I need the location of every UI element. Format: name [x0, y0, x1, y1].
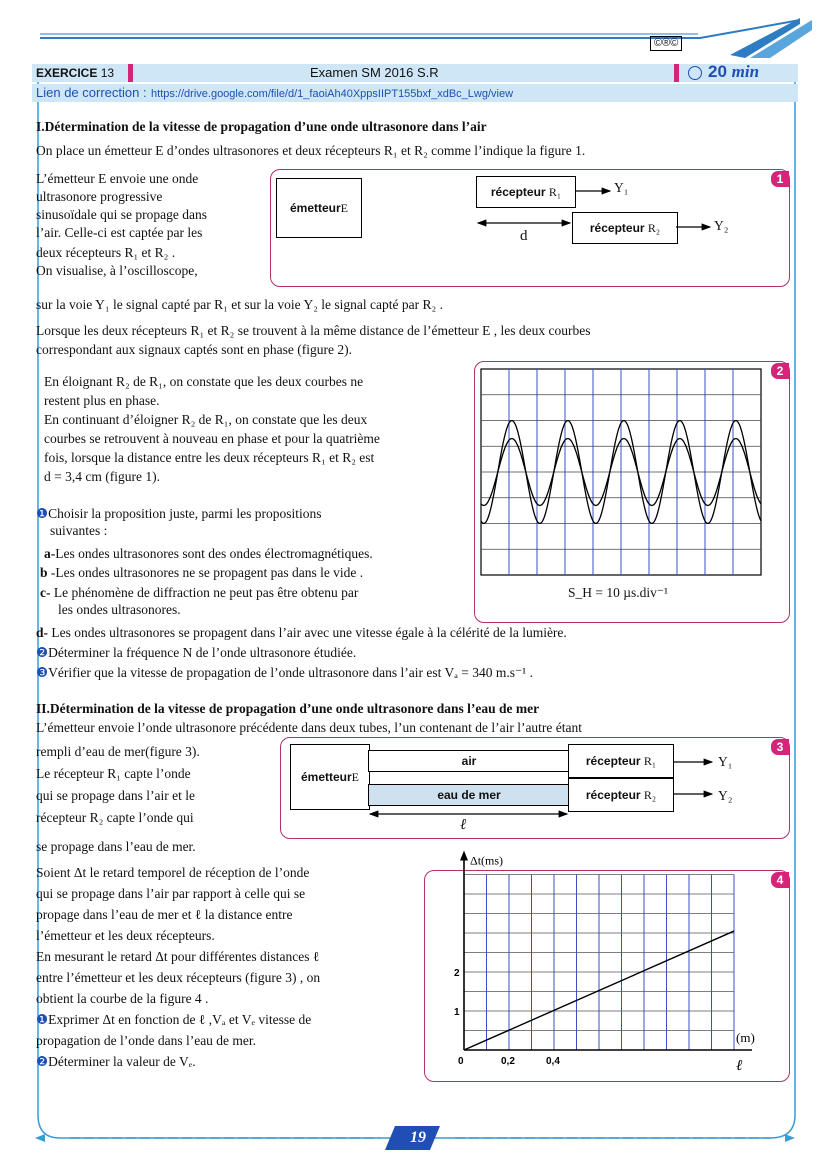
- emitter-box-fig3: émetteurE: [290, 744, 370, 810]
- option-a: a-Les ondes ultrasonores sont des ondes électromagnétiques.: [44, 546, 373, 561]
- part1-left-text: L’émetteur E envoie une onde ultrasonore progressive sinusoïdale qui se propage dans l’air. Celle-ci est captée par les deux récepteurs R₁ et R₂ . On visualise, à l’oscilloscope,: [36, 171, 207, 278]
- x-tick-label: 0,2: [501, 1056, 515, 1067]
- part1-mid-text: En éloignant R₂ de R₁, on constate que les deux courbes ne restent plus en phase. En continuant d’éloigner R₂ de R₁, on constate que les deux courbes se retrouvent à nouveau en phase et pour la quatrième fois, lorsque la distance entre les deux récepteurs R₁ et R₂ est d = 3,4 cm (figure 1).: [44, 374, 380, 484]
- sea-water-tube: eau de mer: [368, 784, 570, 806]
- header-accent-right: [674, 64, 679, 82]
- exercise-title: EXERCICE 13: [36, 66, 115, 80]
- header-accent-left: [128, 64, 133, 82]
- part1-q1: ❶Choisir la proposition juste, parmi les propositions suivantes :: [36, 506, 322, 538]
- part1-title: I.Détermination de la vitesse de propagation d’une onde ultrasonore dans l’air: [36, 119, 487, 134]
- line-sea: se propage dans l’eau de mer.: [36, 839, 196, 854]
- part2-body: Soient Δt le retard temporel de réception de l’onde qui se propage dans l’air par rapport à celle qui se propage dans l’eau de mer et ℓ la distance entre l’émetteur et les deux récepteurs. En mesurant le retard Δt pour différentes distances ℓ entre l’émetteur et les deux récepteurs (figure 3) , on obtient la courbe de la figure 4 . ❶Exprimer Δt en fonction de ℓ ,Vₐ et Vₑ vitesse de propagation de l’onde dans l’eau de mer. ❷Déterminer la valeur de Vₑ.: [36, 865, 321, 1069]
- receiver-r1-box: récepteur R₁: [476, 176, 576, 208]
- part2-title: II.Détermination de la vitesse de propagation d’une onde ultrasonore dans l’eau de mer: [36, 701, 540, 716]
- receiver-r2-fig3: récepteur R₂: [568, 778, 674, 812]
- delay-graph: [424, 853, 788, 1080]
- x-origin-label: 0: [458, 1056, 464, 1067]
- part1-q2: ❷Déterminer la fréquence N de l’onde ultrasonore étudiée.: [36, 645, 357, 660]
- option-d: d- Les ondes ultrasonores se propagent dans l’air avec une vitesse égale à la célérité de la lumière.: [36, 625, 567, 640]
- air-tube: air: [368, 750, 570, 772]
- line-voie: sur la voie Y₁ le signal capté par R₁ et sur la voie Y₂ le signal capté par R₂ .: [36, 297, 443, 312]
- duration: 20 min: [708, 62, 760, 81]
- clock-icon: [688, 66, 702, 80]
- fig3-y2: Y₂: [718, 788, 733, 803]
- x-unit-label: (m): [736, 1030, 755, 1045]
- line-phase-2: correspondant aux signaux captés sont en phase (figure 2).: [36, 342, 353, 357]
- figure-3-tag: 3: [771, 739, 789, 755]
- fig3-y1: Y₁: [718, 754, 733, 769]
- part1-intro: On place un émetteur E d’ondes ultrasonores et deux récepteurs R₁ et R₂ comme l’indique la figure 1.: [36, 143, 586, 158]
- option-c: c- Le phénomène de diffraction ne peut pas être obtenu par les ondes ultrasonores.: [40, 585, 359, 617]
- receiver-r1-fig3: récepteur R₁: [568, 744, 674, 778]
- license-badge: ©®©: [650, 36, 682, 51]
- option-b: b -Les ondes ultrasonores ne se propagent pas dans le vide .: [40, 565, 364, 580]
- part1-q3: ❸Vérifier que la vitesse de propagation de l’onde ultrasonore dans l’air est Vₐ = 340 m.s⁻¹ .: [36, 665, 533, 680]
- line-phase-1: Lorsque les deux récepteurs R₁ et R₂ se trouvent à la même distance de l’émetteur E , les deux courbes: [36, 323, 591, 338]
- page-number: 19: [410, 1129, 426, 1146]
- x-tick-label: 0,4: [546, 1056, 560, 1067]
- emitter-box: émetteurE: [276, 178, 362, 238]
- part2-intro: L’émetteur envoie l’onde ultrasonore précédente dans deux tubes, l’un contenant de l’air l’autre étant: [36, 720, 583, 735]
- oscilloscope-screen: [480, 368, 762, 576]
- y-axis-label: Δt(ms): [470, 853, 504, 868]
- figure-4-tag: 4: [771, 872, 789, 888]
- y-tick-label: 2: [454, 968, 460, 979]
- part2-left-text: rempli d’eau de mer(figure 3). Le récepteur R₁ capte l’onde qui se propage dans l’air et le récepteur R₂ capte l’onde qui: [36, 744, 200, 825]
- figure-3-arrows: [280, 737, 788, 837]
- receiver-r2-box: récepteur R₂: [572, 212, 678, 244]
- x-axis-symbol: ℓ: [736, 1058, 743, 1074]
- y-tick-label: 1: [454, 1007, 460, 1018]
- fig1-y2: Y₂: [714, 218, 729, 233]
- figure-1-arrows: [270, 169, 788, 285]
- correction-link[interactable]: Lien de correction : https://drive.google.com/file/d/1_faoiAh40XppsIIPT155bxf_xdBc_Lwg/view: [36, 85, 514, 100]
- exam-label: Examen SM 2016 S.R: [310, 65, 439, 80]
- fig2-sh: S_H = 10 µs.div⁻¹: [568, 585, 669, 600]
- fig1-y1: Y₁: [614, 180, 629, 195]
- figure-1-tag: 1: [771, 171, 789, 187]
- fig3-l: ℓ: [460, 817, 467, 833]
- fig1-d: d: [520, 228, 528, 244]
- figure-2-tag: 2: [771, 363, 789, 379]
